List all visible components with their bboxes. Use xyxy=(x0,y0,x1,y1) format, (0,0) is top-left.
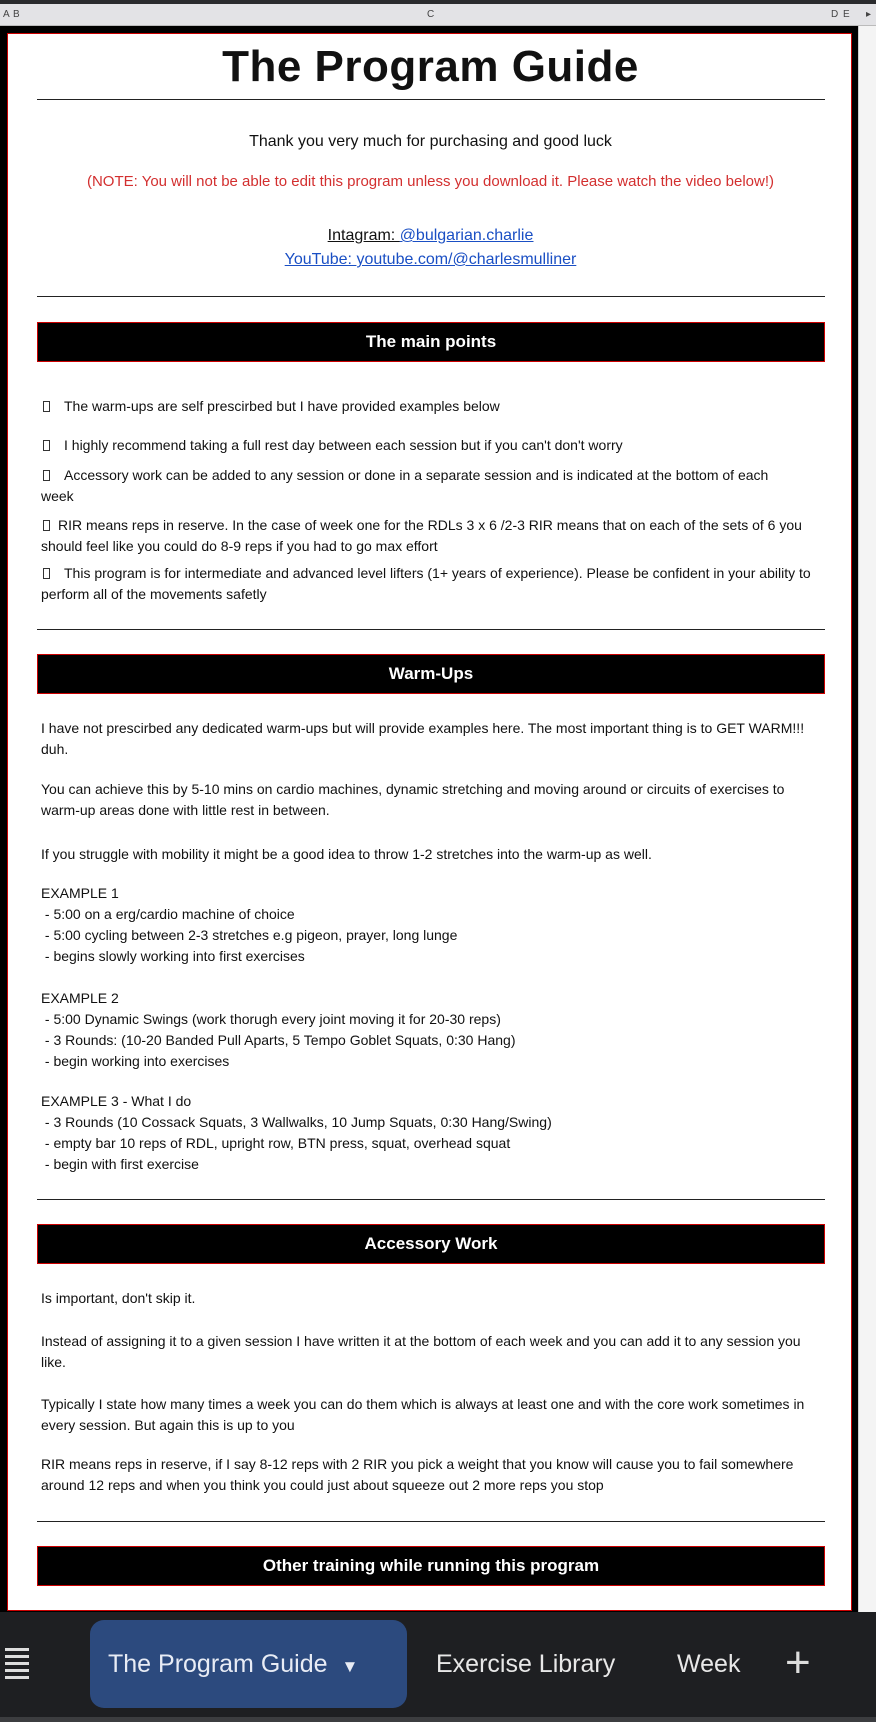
divider xyxy=(37,296,825,297)
list-item-text: Accessory work can be added to any session or done in a separate session and is indicated at the bottom of each week xyxy=(41,467,769,504)
youtube-link[interactable] xyxy=(285,251,577,268)
example-title: EXAMPLE 3 - What I do xyxy=(41,1093,192,1109)
thanks-text: Thank you very much for purchasing and good luck xyxy=(249,133,612,150)
all-sheets-menu-icon[interactable] xyxy=(5,1648,29,1680)
example-line: - empty bar 10 reps of RDL, upright row, BTN press, squat, overhead squat xyxy=(41,1135,511,1151)
instagram-handle[interactable]: @bulgarian.charlie xyxy=(399,227,534,244)
bullet-icon xyxy=(43,440,50,451)
scroll-right-icon[interactable]: ▸ xyxy=(866,9,872,20)
tab-the-program-guide[interactable] xyxy=(90,1620,407,1708)
add-sheet-plus-icon[interactable]: + xyxy=(785,1638,811,1687)
column-header-b[interactable]: B xyxy=(13,9,20,20)
column-header-a[interactable]: A xyxy=(3,9,10,20)
list-item-text: RIR means reps in reserve. In the case of week one for the RDLs 3 x 6 /2-3 RIR means that on each of the sets of 6 you should feel like you could do 8-9 reps if you had to go max effort xyxy=(41,517,802,554)
bullet-icon xyxy=(43,568,50,579)
example-line: - 3 Rounds (10 Cossack Squats, 3 Wallwalks, 10 Jump Squats, 0:30 Hang/Swing) xyxy=(41,1114,552,1130)
example-title: EXAMPLE 1 xyxy=(41,885,119,901)
tab-week[interactable]: Week xyxy=(677,1650,741,1678)
list-item-text: I highly recommend taking a full rest day between each session but if you can't don't worry xyxy=(64,437,623,453)
divider xyxy=(37,1521,825,1522)
example-line: - begin working into exercises xyxy=(41,1053,230,1069)
example-line: - 3 Rounds: (10-20 Banded Pull Aparts, 5 Tempo Goblet Squats, 0:30 Hang) xyxy=(41,1032,516,1048)
page-title: The Program Guide xyxy=(222,42,639,91)
dropdown-triangle-icon[interactable]: ▼ xyxy=(341,1657,359,1676)
list-item xyxy=(41,465,801,507)
warmups-paragraph: If you struggle with mobility it might be a good idea to throw 1-2 stretches into the warm-up as well. xyxy=(41,846,652,862)
list-item-text: This program is for intermediate and advanced level lifters (1+ years of experience). Please be confident in your ability to perform all of the movements safetly xyxy=(41,565,811,602)
example-block xyxy=(41,883,831,967)
instagram-label: Intagram: xyxy=(327,227,400,244)
list-item xyxy=(41,515,831,557)
list-item xyxy=(41,563,816,605)
accessory-paragraph: RIR means reps in reserve, if I say 8-12 reps with 2 RIR you pick a weight that you know will cause you to fail somewhere around 12 reps and when you think you could just about squeeze out 2 more reps you stop xyxy=(41,1456,794,1493)
accessory-paragraph: Typically I state how many times a week you can do them which is always at least one and with the core work sometimes in every session. But again this is up to you xyxy=(41,1396,805,1433)
section-heading-main-points: The main points xyxy=(37,322,825,362)
column-header-e[interactable]: E xyxy=(843,9,850,20)
warmups-paragraph: I have not prescirbed any dedicated warm-ups but will provide examples here. The most important thing is to GET WARM!!! duh. xyxy=(41,720,805,757)
tab-bar-border xyxy=(0,1717,876,1722)
tab-exercise-library[interactable]: Exercise Library xyxy=(436,1650,616,1678)
example-line: - 5:00 Dynamic Swings (work thorugh every joint moving it for 20-30 reps) xyxy=(41,1011,501,1027)
tab-label: The Program Guide xyxy=(108,1650,328,1678)
example-line: - begins slowly working into first exercises xyxy=(41,948,305,964)
list-item-text: The warm-ups are self prescirbed but I have provided examples below xyxy=(64,398,500,414)
section-heading-accessory-work: Accessory Work xyxy=(37,1224,825,1264)
example-line: - begin with first exercise xyxy=(41,1156,199,1172)
divider xyxy=(37,99,825,100)
bullet-icon xyxy=(43,520,50,531)
accessory-paragraph: Is important, don't skip it. xyxy=(41,1290,196,1306)
example-title: EXAMPLE 2 xyxy=(41,990,119,1006)
divider xyxy=(37,1199,825,1200)
youtube-handle: youtube.com/@charlesmulliner xyxy=(356,251,577,268)
guide-page xyxy=(7,33,852,1611)
example-line: - 5:00 cycling between 2-3 stretches e.g pigeon, prayer, long lunge xyxy=(41,927,458,943)
column-header-bar xyxy=(0,4,876,26)
column-header-d[interactable]: D xyxy=(831,9,839,20)
example-block xyxy=(41,1091,831,1175)
example-block xyxy=(41,988,831,1072)
accessory-paragraph: Instead of assigning it to a given session I have written it at the bottom of each week and you can add it to any session you like. xyxy=(41,1333,801,1370)
instagram-link[interactable] xyxy=(328,227,534,244)
note-text: (NOTE: You will not be able to edit this program unless you download it. Please watch the video below!) xyxy=(86,173,775,190)
warmups-paragraph: You can achieve this by 5-10 mins on cardio machines, dynamic stretching and moving around or circuits of exercises to warm-up areas done with little rest in between. xyxy=(41,781,785,818)
list-item xyxy=(41,396,831,417)
sheet-margin xyxy=(858,26,876,1612)
bullet-icon xyxy=(43,401,50,412)
youtube-label: YouTube: xyxy=(284,251,357,268)
example-line: - 5:00 on a erg/cardio machine of choice xyxy=(41,906,295,922)
list-item xyxy=(41,435,831,456)
bullet-icon xyxy=(43,470,50,481)
section-heading-warm-ups: Warm-Ups xyxy=(37,654,825,694)
column-header-c[interactable]: C xyxy=(427,9,435,20)
divider xyxy=(37,629,825,630)
section-heading-other-training: Other training while running this program xyxy=(37,1546,825,1586)
